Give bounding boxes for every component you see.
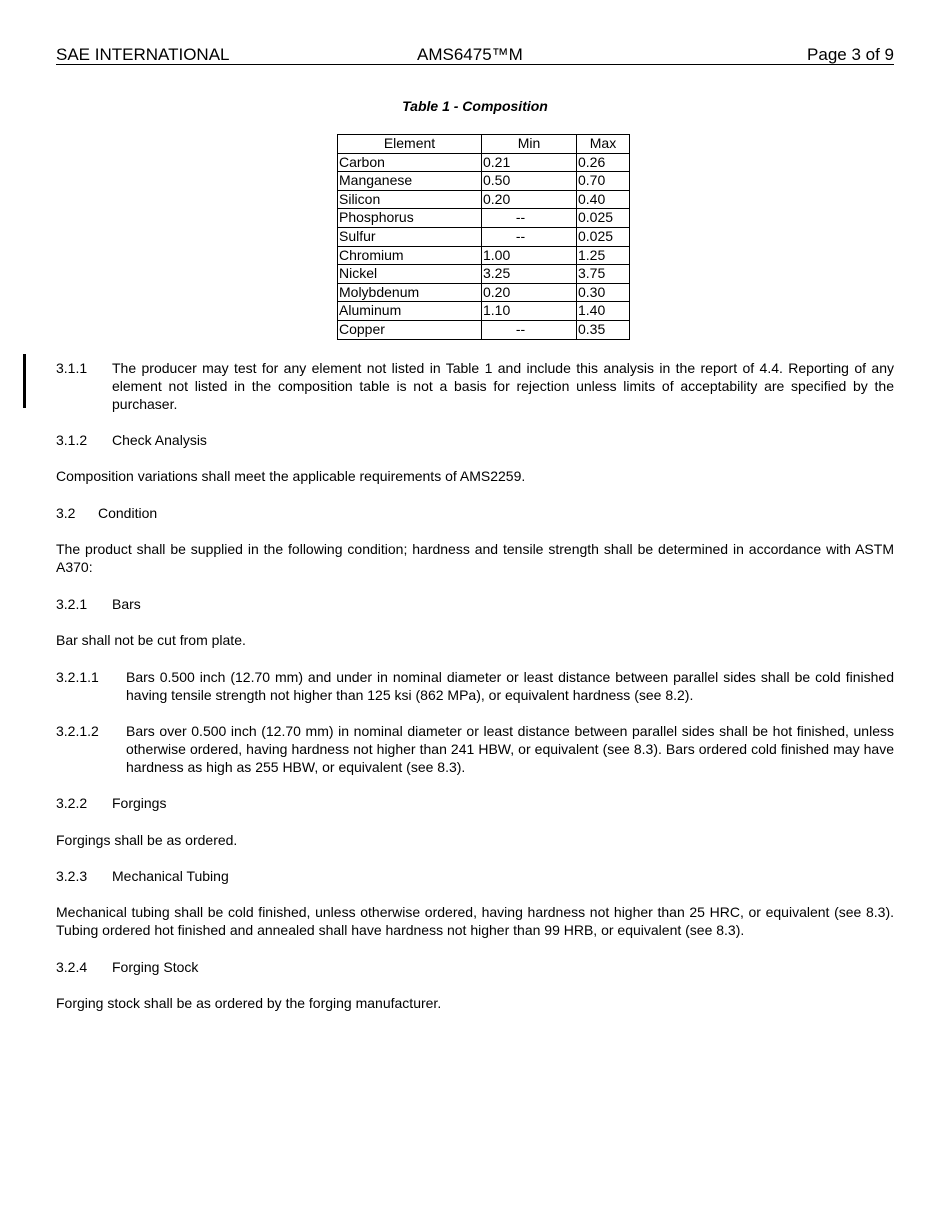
cell-min: -- — [482, 320, 577, 339]
section-text: Bars over 0.500 inch (12.70 mm) in nominal diameter or least distance between parallel sides shall be hot finished, unless otherwise ordered, having hardness not higher than 241 HBW, or equivalent (see 8.3). Bars ordered cold finished may have hardness as high as 255 HBW, or equivalent (see 8.3). — [126, 723, 894, 775]
section-text: The producer may test for any element not listed in Table 1 and include this analysis in the report of 4.4. Reporting of any element not listed in the composition table is not a basis for rejection unless limits of acceptability are specified by the purchaser. — [112, 360, 894, 412]
revision-bar — [23, 354, 26, 408]
header-org: SAE INTERNATIONAL — [56, 45, 230, 64]
section-title: Forging Stock — [112, 959, 199, 975]
section-3-1-1 — [56, 359, 894, 413]
cell-element: Sulfur — [338, 227, 482, 246]
section-3-2-1-2 — [56, 722, 894, 776]
cell-max: 1.40 — [577, 302, 630, 321]
cell-max: 0.70 — [577, 172, 630, 191]
section-3-2-1-text: Bar shall not be cut from plate. — [56, 632, 246, 648]
cell-max: 0.30 — [577, 283, 630, 302]
cell-min: 1.10 — [482, 302, 577, 321]
composition-table — [337, 134, 630, 340]
cell-max: 0.26 — [577, 153, 630, 172]
cell-min: 1.00 — [482, 246, 577, 265]
cell-min: -- — [482, 227, 577, 246]
table-row — [338, 320, 630, 339]
cell-min: 0.20 — [482, 283, 577, 302]
table-row — [338, 227, 630, 246]
section-title: Forgings — [112, 795, 167, 811]
section-title: Check Analysis — [112, 432, 207, 448]
table-row — [338, 302, 630, 321]
section-number: 3.1.2 — [56, 432, 88, 448]
table-caption: Table 1 - Composition — [402, 98, 548, 114]
cell-element: Copper — [338, 320, 482, 339]
header-page-number: Page 3 of 9 — [807, 45, 894, 64]
section-number: 3.2.3 — [56, 868, 88, 884]
cell-element: Molybdenum — [338, 283, 482, 302]
table-row — [338, 246, 630, 265]
table-row — [338, 209, 630, 228]
cell-max: 0.40 — [577, 190, 630, 209]
section-3-2-1-1 — [56, 668, 894, 704]
section-number: 3.1.1 — [56, 360, 88, 376]
cell-element: Manganese — [338, 172, 482, 191]
section-number: 3.2 — [56, 505, 76, 521]
cell-element: Chromium — [338, 246, 482, 265]
table-row — [338, 153, 630, 172]
section-3-2-3-text: Mechanical tubing shall be cold finished, unless otherwise ordered, having hardness not higher than 25 HRC, or equivalent (see 8.3). Tubing ordered hot finished and annealed shall have hardness not higher than 99 HRB, or equivalent (see 8.3). — [56, 904, 894, 938]
cell-element: Silicon — [338, 190, 482, 209]
section-number: 3.2.4 — [56, 959, 88, 975]
cell-min: 0.50 — [482, 172, 577, 191]
column-header-min: Min — [482, 135, 577, 154]
cell-max: 0.35 — [577, 320, 630, 339]
table-row — [338, 283, 630, 302]
column-header-max: Max — [577, 135, 630, 154]
section-3-2-text: The product shall be supplied in the following condition; hardness and tensile strength shall be determined in accordance with ASTM A370: — [56, 541, 894, 575]
section-title: Bars — [112, 596, 141, 612]
section-title: Mechanical Tubing — [112, 868, 229, 884]
section-number: 3.2.1 — [56, 596, 88, 612]
cell-min: -- — [482, 209, 577, 228]
cell-min: 3.25 — [482, 265, 577, 284]
cell-element: Carbon — [338, 153, 482, 172]
table-header-row — [338, 135, 630, 154]
section-text: Bars 0.500 inch (12.70 mm) and under in nominal diameter or least distance between parallel sides shall be cold finished having tensile strength not higher than 125 ksi (862 MPa), or equivalent hardness (see 8.2). — [126, 669, 894, 703]
section-number: 3.2.2 — [56, 795, 88, 811]
cell-element: Aluminum — [338, 302, 482, 321]
cell-max: 3.75 — [577, 265, 630, 284]
cell-min: 0.21 — [482, 153, 577, 172]
section-3-2-4-text: Forging stock shall be as ordered by the forging manufacturer. — [56, 995, 442, 1011]
cell-max: 1.25 — [577, 246, 630, 265]
section-3-1-2-text: Composition variations shall meet the applicable requirements of AMS2259. — [56, 468, 526, 484]
section-3-2-2-text: Forgings shall be as ordered. — [56, 832, 238, 848]
section-number: 3.2.1.2 — [56, 723, 99, 739]
section-title: Condition — [98, 505, 158, 521]
section-number: 3.2.1.1 — [56, 669, 99, 685]
column-header-element: Element — [338, 135, 482, 154]
page-header — [56, 45, 894, 65]
table-row — [338, 265, 630, 284]
table-row — [338, 172, 630, 191]
cell-element: Nickel — [338, 265, 482, 284]
cell-element: Phosphorus — [338, 209, 482, 228]
cell-max: 0.025 — [577, 209, 630, 228]
cell-max: 0.025 — [577, 227, 630, 246]
table-row — [338, 190, 630, 209]
header-doc-number: AMS6475™M — [417, 45, 523, 64]
cell-min: 0.20 — [482, 190, 577, 209]
